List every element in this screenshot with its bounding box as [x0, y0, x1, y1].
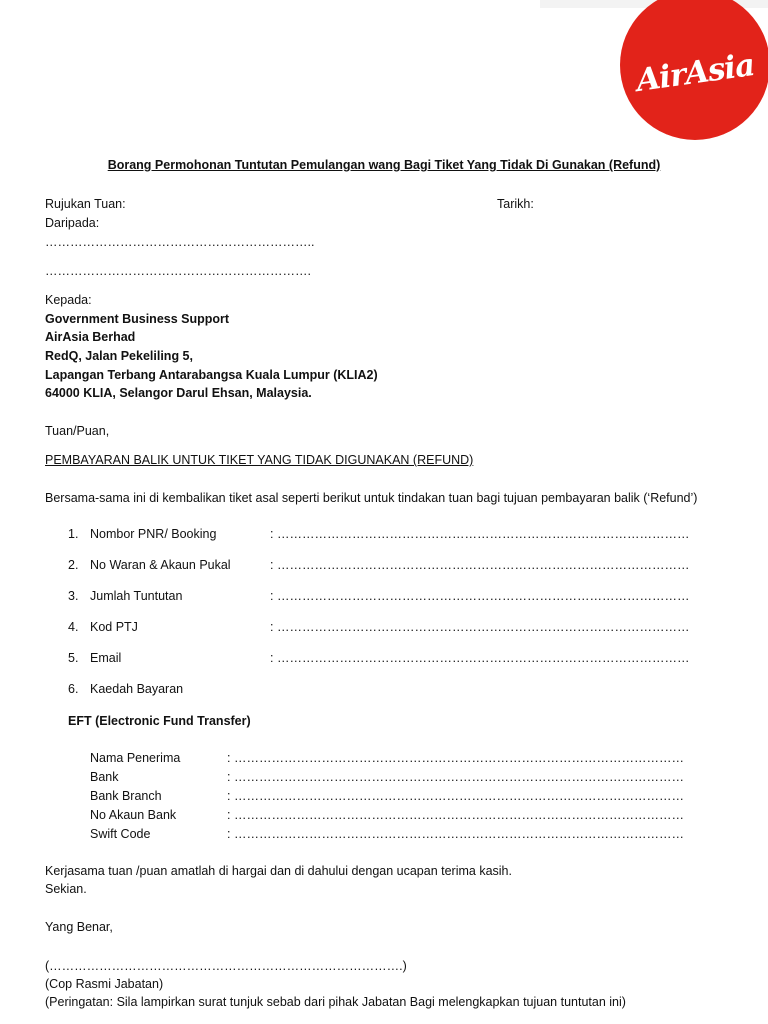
item-field[interactable]: : ………………………………………………………………………………………	[270, 589, 690, 603]
address-line: AirAsia Berhad	[45, 330, 136, 344]
item-field[interactable]: : ………………………………………………………………………………………	[270, 651, 690, 665]
cop-rasmi: (Cop Rasmi Jabatan)	[45, 977, 164, 991]
eft-field[interactable]: : ………………………………………………………………………………………………	[227, 770, 684, 784]
salutation: Tuan/Puan,	[45, 424, 110, 438]
eft-row	[90, 807, 684, 824]
intro-paragraph: Bersama-sama ini di kembalikan tiket asal seperti berikut untuk tindakan tuan bagi tujuan pembayaran balik (‘Refund’)	[45, 491, 698, 505]
tarikh-label: Tarikh:	[497, 197, 534, 211]
closing-line: Kerjasama tuan /puan amatlah di hargai dan di dahului dengan ucapan terima kasih.	[45, 864, 512, 878]
list-item	[68, 557, 689, 574]
item-number: 6.	[68, 682, 79, 696]
subject-line: PEMBAYARAN BALIK UNTUK TIKET YANG TIDAK DIGUNAKAN (REFUND)	[45, 453, 474, 467]
eft-row	[90, 788, 684, 805]
item-field[interactable]: : ………………………………………………………………………………………	[270, 527, 690, 541]
item-label: Kod PTJ	[90, 620, 138, 634]
kepada-label: Kepada:	[45, 293, 92, 307]
eft-field[interactable]: : ………………………………………………………………………………………………	[227, 751, 684, 765]
address-line: RedQ, Jalan Pekeliling 5,	[45, 349, 193, 363]
eft-row	[90, 750, 684, 767]
eft-row	[90, 769, 684, 786]
list-item	[68, 588, 689, 605]
daripada-line-1: ………………………………………………………..	[45, 235, 315, 249]
sekian: Sekian.	[45, 882, 87, 896]
eft-label: Bank	[90, 770, 119, 784]
item-label: Email	[90, 651, 122, 665]
item-field[interactable]: : ………………………………………………………………………………………	[270, 558, 690, 572]
item-number: 3.	[68, 589, 79, 603]
address-line: Lapangan Terbang Antarabangsa Kuala Lumpur (KLIA2)	[45, 368, 378, 382]
daripada-line-2: ……………………………………………………….	[45, 264, 311, 278]
item-number: 4.	[68, 620, 79, 634]
item-number: 5.	[68, 651, 79, 665]
item-number: 1.	[68, 527, 79, 541]
item-number: 2.	[68, 558, 79, 572]
daripada-label: Daripada:	[45, 216, 100, 230]
list-item	[68, 619, 689, 636]
airasia-logo	[620, 0, 768, 140]
eft-field[interactable]: : ………………………………………………………………………………………………	[227, 789, 684, 803]
rujukan-label: Rujukan Tuan:	[45, 197, 126, 211]
item-label: No Waran & Akaun Pukal	[90, 558, 231, 572]
yang-benar: Yang Benar,	[45, 920, 113, 934]
eft-label: Nama Penerima	[90, 751, 181, 765]
list-item	[68, 650, 689, 667]
address-line: 64000 KLIA, Selangor Darul Ehsan, Malaysia.	[45, 386, 312, 400]
form-title: Borang Permohonan Tuntutan Pemulangan wang Bagi Tiket Yang Tidak Di Gunakan (Refund)	[107, 158, 661, 172]
logo-text: AirAsia	[633, 47, 757, 100]
address-line: Government Business Support	[45, 312, 230, 326]
item-field[interactable]: : ………………………………………………………………………………………	[270, 620, 690, 634]
eft-label: No Akaun Bank	[90, 808, 177, 822]
item-label: Jumlah Tuntutan	[90, 589, 183, 603]
item-label: Kaedah Bayaran	[90, 682, 184, 696]
peringatan-note: (Peringatan: Sila lampirkan surat tunjuk sebab dari pihak Jabatan Bagi melengkapkan tujuan tuntutan ini)	[45, 995, 626, 1009]
list-item	[68, 526, 689, 543]
list-item	[68, 681, 270, 698]
eft-label: Swift Code	[90, 827, 151, 841]
eft-row	[90, 826, 684, 843]
eft-field[interactable]: : ………………………………………………………………………………………………	[227, 808, 684, 822]
item-label: Nombor PNR/ Booking	[90, 527, 217, 541]
eft-field[interactable]: : ………………………………………………………………………………………………	[227, 827, 684, 841]
signature-line[interactable]: (………………………………………………………………………….)	[45, 959, 407, 973]
eft-heading: EFT (Electronic Fund Transfer)	[68, 714, 251, 728]
eft-label: Bank Branch	[90, 789, 162, 803]
